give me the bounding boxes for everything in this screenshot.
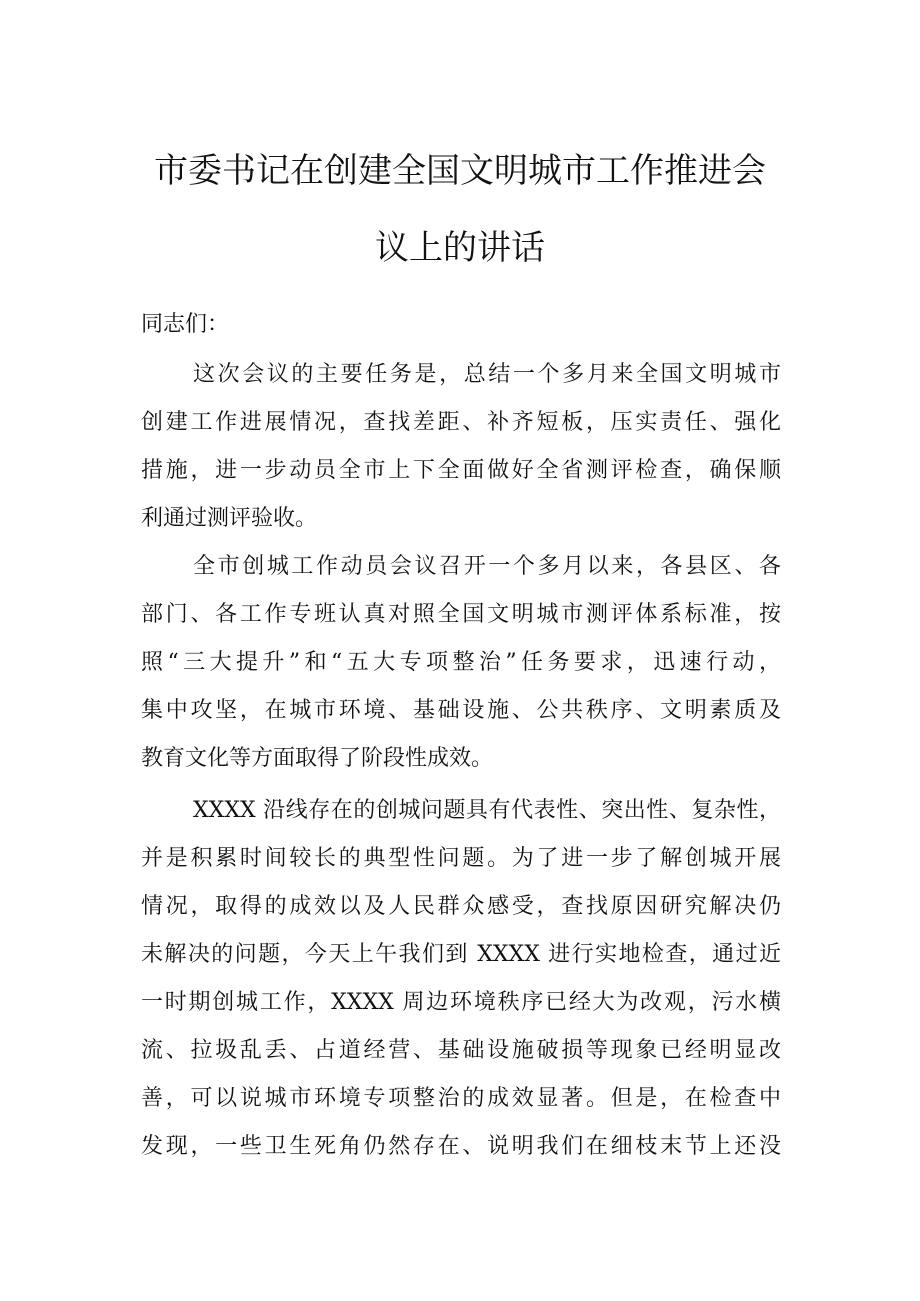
paragraph-3-line-2: 并是积累时间较长的典型性问题。为了进一步了解创城开展 [141,846,781,871]
paragraph-3-line-7: 善，可以说城市环境专项整治的成效显著。但是，在检查中 [141,1086,781,1111]
document-title-line-2: 议上的讲话 [375,228,545,268]
paragraph-2-line-1: 全市创城工作动员会议召开一个多月以来，各县区、各 [193,554,781,579]
paragraph-2-line-4: 集中攻坚，在城市环境、基础设施、公共秩序、文明素质及 [141,698,781,723]
paragraph-2-line-5: 教育文化等方面取得了阶段性成效。 [141,746,494,771]
paragraph-3-line-4: 未解决的问题，今天上午我们到 XXXX 进行实地检查，通过近 [141,942,781,967]
paragraph-2-line-2: 部门、各工作专班认真对照全国文明城市测评体系标准，按 [141,602,781,627]
paragraph-1-line-2: 创建工作进展情况，查找差距、补齐短板，压实责任、强化 [141,410,781,435]
paragraph-3-line-5: 一时期创城工作，XXXX 周边环境秩序已经大为改观，污水横 [141,990,781,1015]
paragraph-1-line-4: 利通过测评验收。 [141,506,318,531]
paragraph-2-line-3: 照“三大提升”和“五大专项整治”任务要求，迅速行动， [141,650,781,675]
paragraph-1-line-3: 措施，进一步动员全市上下全面做好全省测评检查，确保顺 [141,458,781,483]
paragraph-3-line-1: XXXX 沿线存在的创城问题具有代表性、突出性、复杂性， [193,798,781,823]
salutation: 同志们： [141,312,230,337]
document-title-line-1: 市委书记在创建全国文明城市工作推进会 [154,151,766,191]
paragraph-3-line-3: 情况，取得的成效以及人民群众感受，查找原因研究解决仍 [141,894,781,919]
paragraph-3-line-6: 流、拉圾乱丢、占道经营、基础设施破损等现象已经明显改 [141,1038,781,1063]
paragraph-3-line-8: 发现，一些卫生死角仍然存在、说明我们在细枝末节上还没 [141,1134,781,1159]
paragraph-1-line-1: 这次会议的主要任务是，总结一个多月来全国文明城市 [193,362,781,387]
